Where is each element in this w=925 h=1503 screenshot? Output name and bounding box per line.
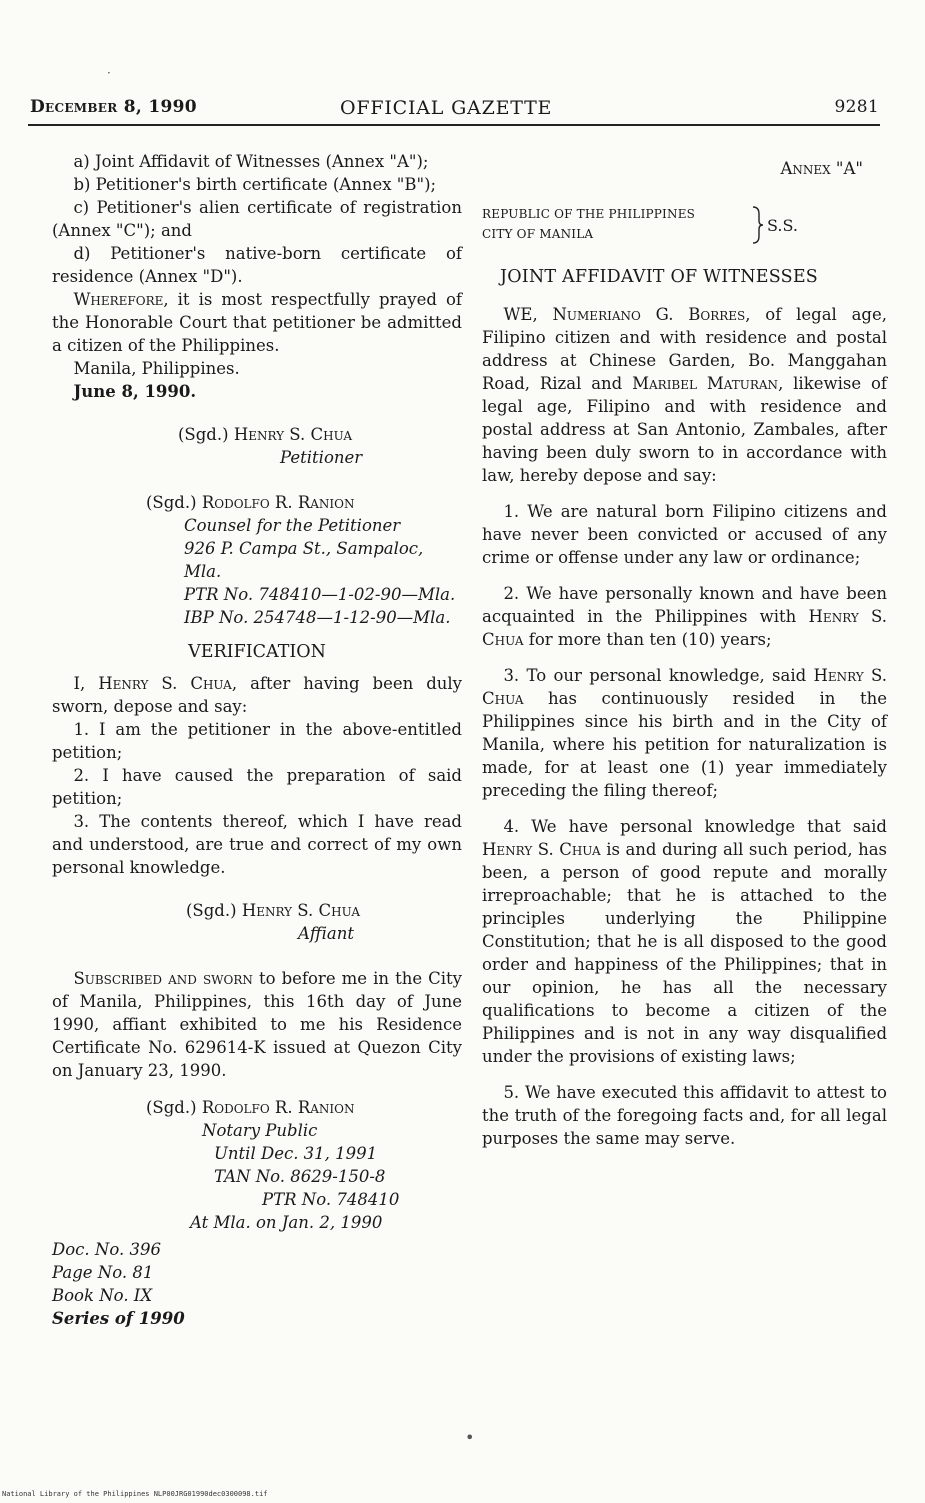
subscribed-paragraph: Subscribed and sworn to before me in the City of Manila, Philippines, this 16th day of June 1990, affiant exhibited to me his Residence Certificate No. 629614-K issued at Quezon City on January 23, 1990. <box>52 969 462 1080</box>
venue-block <box>482 204 887 248</box>
affidavit-intro: WE, Numeriano G. Borres, of legal age, Filipino citizen and with residence and postal address at Chinese Garden, Bo. Manggahan Road, Rizal and Maribel Maturan, likewise of legal age, Filipino and with residence and postal address at San Antonio, Zambales, after having been duly sworn to in accordance with law, hereby depose and say: <box>482 305 887 485</box>
affidavit-para-5: 5. We have executed this affidavit to attest to the truth of the foregoing facts and, for all legal purposes the same may serve. <box>482 1083 887 1148</box>
doc-ref: Page No. 81 <box>52 1263 154 1282</box>
affidavit-para-2: 2. We have personally known and have been acquainted in the Philippines with Henry S. Chua for more than ten (10) years; <box>482 584 887 649</box>
left-column <box>52 150 462 1330</box>
signer-name: Rodolfo R. Ranion <box>201 1098 355 1117</box>
place: Manila, Philippines. <box>73 359 240 378</box>
petitioner-signature <box>178 423 462 469</box>
sgd: (Sgd.) <box>146 493 197 512</box>
signer-role: Affiant <box>298 924 354 943</box>
affidavit-para-4: 4. We have personal knowledge that said Henry S. Chua is and during all such period, has been, a person of good repute and morally irreproachable; that he is attached to the principles underlying the Philippine Constitution; that he is all disposed to the good order and happiness of the Philippines; that in our opinion, he has all the necessary qualifications to become a citizen of the Philippines and is not in any way disqualified under the provisions of existing laws; <box>482 817 888 1066</box>
wherefore-paragraph <box>52 288 462 357</box>
sgd: (Sgd.) <box>146 1098 197 1117</box>
counsel-address: 926 P. Campa St., Sampaloc, Mla. <box>184 539 424 581</box>
list-item: 2. I have caused the preparation of said petition; <box>52 766 462 808</box>
doc-ref: Doc. No. 396 <box>52 1240 161 1259</box>
doc-ref: Series of 1990 <box>52 1309 185 1328</box>
list-item: 3. The contents thereof, which I have read and understood, are true and correct of my own personal knowledge. <box>52 812 462 877</box>
notary-tan: TAN No. 8629-150-8 <box>214 1167 386 1186</box>
list-item: b) Petitioner's birth certificate (Annex "B"); <box>73 175 437 194</box>
affidavit-title: JOINT AFFIDAVIT OF WITNESSES <box>500 267 818 287</box>
header-page-number: 9281 <box>834 97 879 117</box>
header-date: December 8, 1990 <box>30 97 197 117</box>
sgd: (Sgd.) <box>186 901 237 920</box>
list-item: c) Petitioner's alien certificate of registration (Annex "C"); and <box>52 198 462 240</box>
list-item: 1. I am the petitioner in the above-entitled petition; <box>52 720 462 762</box>
right-column <box>482 157 887 1150</box>
petitioner-name: Henry S. Chua <box>482 840 601 859</box>
petitioner-name: Henry S. Chua <box>482 666 887 708</box>
affidavit-para-1: 1. We are natural born Filipino citizens and have never been convicted or accused of any crime or offense under any law or ordinance; <box>482 502 887 567</box>
venue-republic: REPUBLIC OF THE PHILIPPINES <box>482 207 696 221</box>
petitioner-name: Henry S. Chua <box>482 607 887 649</box>
verification-title: VERIFICATION <box>188 642 326 662</box>
witness-name: Maribel Maturan <box>632 374 779 393</box>
counsel-signature <box>146 491 462 629</box>
list-item: d) Petitioner's native-born certificate of residence (Annex "D"). <box>52 244 462 286</box>
petition-date: June 8, 1990. <box>73 382 197 401</box>
affidavit-para-3: 3. To our personal knowledge, said Henry S. Chua has continuously resided in the Philippines since his birth and in the City of Manila, where his petition for naturalization is made, for at least one (1) year immediately preceding the filing thereof; <box>482 666 887 800</box>
header-rule <box>28 124 880 126</box>
signer-role: Counsel for the Petitioner <box>184 516 401 535</box>
scan-speck: · <box>107 66 111 80</box>
notary-at: At Mla. on Jan. 2, 1990 <box>190 1213 383 1232</box>
wherefore-lead: Wherefore, <box>73 290 169 309</box>
witness-name: Numeriano G. Borres <box>552 305 746 324</box>
scan-footer: National Library of the Philippines NLP00JRG01990dec0300098.tif <box>2 1490 268 1498</box>
signer-name: Henry S. Chua <box>241 901 360 920</box>
venue-ss: S.S. <box>767 216 798 235</box>
brace-icon <box>751 206 765 244</box>
counsel-ibp: IBP No. 254748—1-12-90—Mla. <box>184 608 451 627</box>
notary-until: Until Dec. 31, 1991 <box>214 1144 378 1163</box>
list-item: a) Joint Affidavit of Witnesses (Annex "A"); <box>73 152 429 171</box>
counsel-ptr: PTR No. 748410—1-02-90—Mla. <box>184 585 456 604</box>
annex-label: Annex "A" <box>780 159 863 178</box>
notary-ptr: PTR No. 748410 <box>262 1190 400 1209</box>
verification-intro: I, Henry S. Chua, after having been duly sworn, depose and say: <box>52 674 462 716</box>
signer-role: Petitioner <box>280 448 363 467</box>
notary-signature <box>146 1096 462 1234</box>
signer-name: Henry S. Chua <box>233 425 352 444</box>
venue-city: CITY OF MANILA <box>482 227 594 241</box>
affiant-name: Henry S. Chua <box>98 674 232 693</box>
notary-role: Notary Public <box>202 1121 318 1140</box>
header-publication: OFFICIAL GAZETTE <box>340 97 553 119</box>
wherefore-text: it is most respectfully prayed of the Honorable Court that petitioner be admitted a citizen of the Philippines. <box>52 290 462 355</box>
sgd: (Sgd.) <box>178 425 229 444</box>
doc-refs <box>52 1238 462 1330</box>
subscribed-lead: Subscribed and sworn <box>73 969 253 988</box>
signer-name: Rodolfo R. Ranion <box>201 493 355 512</box>
doc-ref: Book No. IX <box>52 1286 153 1305</box>
affiant-signature <box>186 899 462 945</box>
scan-speck: • <box>465 1428 475 1447</box>
